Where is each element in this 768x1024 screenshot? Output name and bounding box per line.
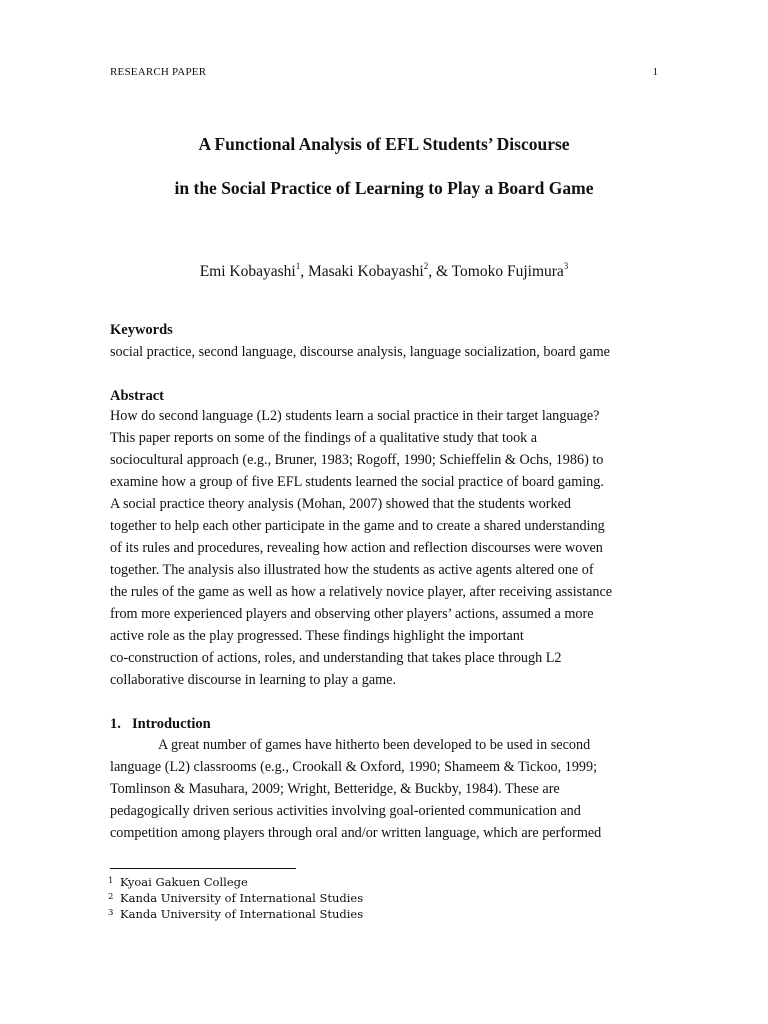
abstract-heading: Abstract [110, 388, 164, 404]
abstract-line: collaborative discourse in learning to play a game. [110, 672, 397, 688]
introduction-line: competition among players through oral and/or written language, which are performed [110, 825, 602, 841]
keywords-heading: Keywords [110, 322, 173, 338]
introduction-heading [110, 713, 670, 735]
footnote-mark: 3 [108, 908, 114, 918]
footnote [108, 890, 363, 906]
author-affiliation-mark: 2 [423, 261, 429, 271]
abstract-line: A social practice theory analysis (Mohan, 2007) showed that the students worked [110, 496, 571, 512]
section-title: Introduction [132, 716, 211, 732]
footnote [108, 874, 363, 890]
paper-title-line-1: A Functional Analysis of EFL Students’ Discourse [198, 134, 570, 154]
author-name: Masaki Kobayashi [307, 263, 424, 280]
author-separator: , & [428, 263, 452, 280]
author-name: Emi Kobayashi [199, 263, 296, 280]
author-affiliation-mark: 3 [563, 261, 569, 271]
abstract-line: How do second language (L2) students learn a social practice in their target language? [110, 408, 600, 424]
author-name: Tomoko Fujimura [451, 263, 564, 280]
running-head: RESEARCH PAPER [110, 66, 207, 78]
abstract-line: sociocultural approach (e.g., Bruner, 1983; Rogoff, 1990; Schieffelin & Ochs, 1986) to [110, 452, 604, 468]
introduction-line: language (L2) classrooms (e.g., Crookall & Oxford, 1990; Shameem & Tickoo, 1999; [110, 759, 598, 775]
abstract-line: of its rules and procedures, revealing how action and reflection discourses were woven [110, 540, 603, 556]
introduction-line: A great number of games have hitherto been developed to be used in second [158, 737, 591, 753]
section-number: 1. [110, 716, 121, 732]
abstract-line: co-construction of actions, roles, and understanding that takes place through L2 [110, 650, 562, 666]
footnote-text: Kanda University of International Studies [120, 907, 364, 921]
author-affiliation-mark: 1 [295, 261, 301, 271]
abstract-line: the rules of the game as well as how a relatively novice player, after receiving assistance [110, 584, 613, 600]
introduction-line: Tomlinson & Masuhara, 2009; Wright, Betteridge, & Buckby, 1984). These are [110, 781, 560, 797]
introduction-body [110, 734, 670, 844]
footnote-text: Kanda University of International Studies [120, 891, 364, 905]
abstract-line: This paper reports on some of the findings of a qualitative study that took a [110, 430, 538, 446]
footnote-mark: 2 [108, 892, 114, 902]
footnote-divider [110, 868, 296, 869]
paper-title-line-2: in the Social Practice of Learning to Play a Board Game [174, 178, 594, 198]
footnote-text: Kyoai Gakuen College [120, 875, 248, 889]
abstract-line: from more experienced players and observing other players’ actions, assumed a more [110, 606, 594, 622]
abstract-line: together. The analysis also illustrated how the students as active agents altered one of [110, 562, 594, 578]
page-number: 1 [652, 66, 658, 78]
footnote-mark: 1 [108, 876, 114, 886]
footnote [108, 906, 363, 922]
abstract-line: examine how a group of five EFL students learned the social practice of board gaming. [110, 474, 604, 490]
abstract-line: together to help each other participate in the game and to create a shared understanding [110, 518, 605, 534]
footnotes [108, 874, 363, 922]
keywords-text: social practice, second language, discourse analysis, language socialization, board game [110, 344, 610, 360]
abstract-line: active role as the play progressed. These findings highlight the important [110, 628, 524, 644]
author-separator: , [300, 263, 308, 280]
abstract-body [110, 405, 670, 691]
author-list [0, 263, 768, 281]
introduction-line: pedagogically driven serious activities involving goal-oriented communication and [110, 803, 581, 819]
